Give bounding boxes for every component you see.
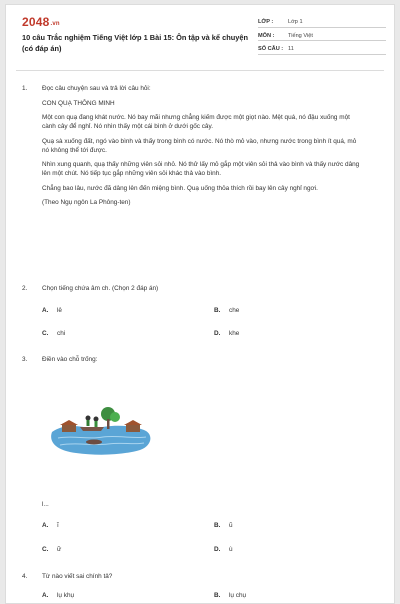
option-key: C. [42,330,49,337]
answer-option[interactable] [42,330,65,337]
meta-label: SỐ CÂU : [258,46,284,52]
meta-label: LỚP : [258,19,274,25]
question-number: 4. [22,573,28,580]
story-paragraph: Chẳng bao lâu, nước đã dâng lên đến miệng bình. Quạ uống thỏa thích rồi bay lên cây nghỉ ngơi. [42,184,318,192]
meta-row-grade [258,15,386,28]
option-text: ù [229,546,233,553]
option-text: che [229,307,240,314]
option-text: ữ [57,546,62,553]
site-logo[interactable] [22,15,60,29]
meta-label: MÔN : [258,32,275,39]
logo-tld: .vn [50,21,60,27]
question-1 [22,84,362,213]
fill-blank: l... [42,501,49,508]
question-prompt: Đọc câu chuyện sau và trả lời câu hỏi: [42,85,151,92]
question-number: 3. [22,356,28,363]
question-number: 2. [22,285,28,292]
boat-shape [80,427,104,431]
answer-option[interactable] [214,546,233,553]
option-key: D. [214,330,221,337]
option-text: lụ chụ [229,592,247,599]
option-key: B. [214,307,221,314]
option-text: ĩ [57,522,59,529]
option-key: A. [42,592,49,599]
option-text: khe [229,330,240,337]
option-key: A. [42,522,49,529]
answer-option[interactable] [42,522,59,529]
story-paragraph: Một con quạ đang khát nước. Nó bay mãi nhưng chẳng kiếm được một giọt nào. Mệt quá, nó đậu xuống một cành cây để nghỉ. Nó nhìn thấy một cái bình ở dưới gốc cây. [42,114,350,130]
header-divider [16,70,384,71]
option-key: D. [214,546,221,553]
option-key: B. [214,522,221,529]
option-key: A. [42,307,49,314]
logo-main: 2048 [22,15,50,29]
option-key: B. [214,592,221,599]
story-source: (Theo Ngụ ngôn La Phông-ten) [42,199,131,206]
answer-option[interactable] [214,592,246,599]
flood-illustration [48,398,158,458]
story-title: CON QUẠ THÔNG MINH [42,99,115,107]
question-prompt: Chọn tiếng chứa âm ch. (Chọn 2 đáp án) [42,285,159,292]
meta-table [258,15,386,56]
question-2 [22,284,362,293]
house-shape [126,425,140,432]
answer-option[interactable] [42,307,62,314]
house-shape [62,425,76,432]
option-key: C. [42,546,49,553]
log-shape [86,440,102,445]
answer-option[interactable] [214,307,239,314]
answer-option[interactable] [214,330,239,337]
worksheet-page [5,4,395,604]
question-number: 1. [22,85,28,92]
story-paragraph: Quạ sà xuống đất, ngó vào bình và thấy trong bình có nước. Nó thò mỏ vào, nhưng nước trong bình ít quá, mỏ nó không thể tới được. [42,137,357,154]
option-text: chi [57,330,66,337]
meta-value: 11 [288,46,294,52]
fill-blank-line [22,500,362,509]
meta-row-count [258,42,386,55]
answer-option[interactable] [42,592,74,599]
question-4 [22,572,362,581]
answer-option[interactable] [214,522,233,529]
question-prompt: Từ nào viết sai chính tả? [42,573,113,580]
question-prompt: Điền vào chỗ trống: [42,356,98,363]
option-text: ũ [229,522,233,529]
question-3 [22,355,362,364]
meta-value: Lớp 1 [288,19,303,25]
option-text: lê [57,307,62,314]
option-text: lụ khụ [57,592,75,599]
meta-row-subject [258,29,386,42]
worksheet-title: 10 câu Trắc nghiệm Tiếng Việt lớp 1 Bài 15: Ôn tập và kể chuyện (có đáp án) [22,33,248,53]
meta-value: Tiếng Việt [288,32,313,39]
story-paragraph: Nhìn xung quanh, quạ thấy những viên sỏi nhỏ. Nó thử lấy mỏ gắp một viên sỏi thả vào bình và thấy nước dâng lên một chút. Nó tiếp tục gắp những viên sỏi khác thả vào bình. [42,161,360,177]
answer-option[interactable] [42,546,61,553]
